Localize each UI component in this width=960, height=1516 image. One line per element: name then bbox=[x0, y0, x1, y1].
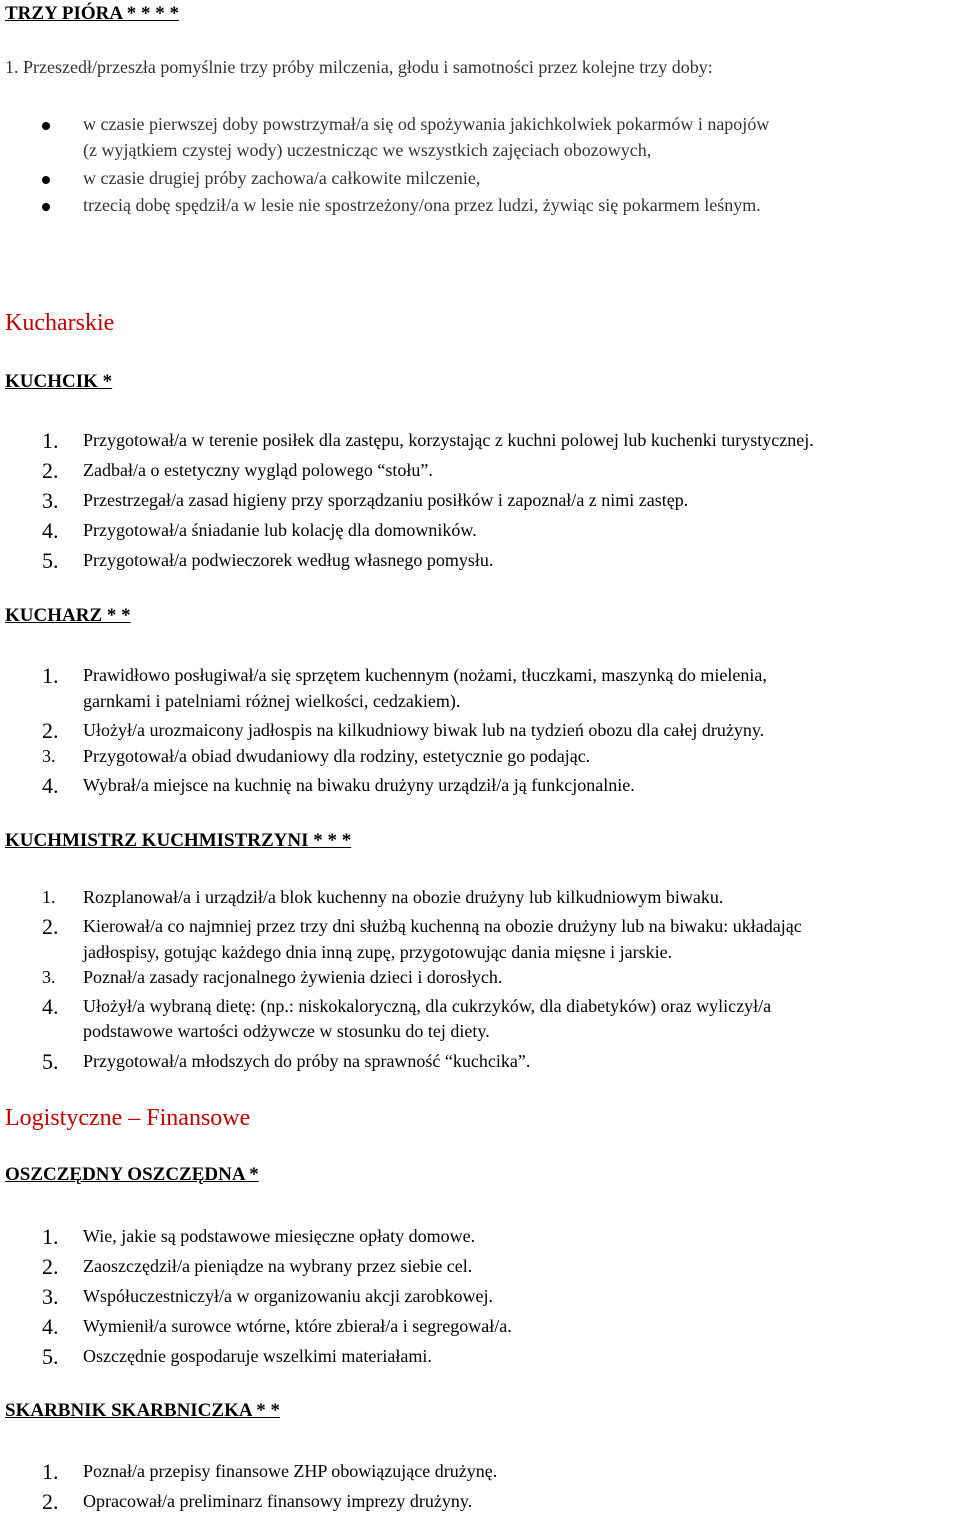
item-number: 3. bbox=[42, 1284, 59, 1309]
list-item-continuation: podstawowe wartości odżywcze w stosunku do tej diety. bbox=[83, 1021, 490, 1041]
list-item: Wybrał/a miejsce na kuchnię na biwaku drużyny urządził/a ją funkcjonalnie. bbox=[83, 775, 635, 795]
list-item: Przygotował/a śniadanie lub kolację dla domowników. bbox=[83, 520, 477, 540]
item-number: 2. bbox=[42, 718, 59, 743]
badge-title-oszczedny: OSZCZĘDNY OSZCZĘDNA * bbox=[5, 1164, 259, 1185]
item-number: 4. bbox=[42, 773, 59, 798]
bullet-item-continuation: (z wyjątkiem czystej wody) uczestnicząc we wszystkich zajęciach obozowych, bbox=[83, 140, 652, 160]
list-item: Oszczędnie gospodaruje wszelkimi materiałami. bbox=[83, 1346, 432, 1366]
item-number: 1. bbox=[42, 1224, 59, 1249]
list-item-continuation: jadłospisy, gotując każdego dnia inną zupę, przygotowując dania mięsne i jarskie. bbox=[83, 942, 673, 962]
badge-title-skarbnik: SKARBNIK SKARBNICZKA * * bbox=[5, 1400, 281, 1421]
list-item: Poznał/a przepisy finansowe ZHP obowiązujące drużynę. bbox=[83, 1461, 498, 1481]
item-number: 3. bbox=[42, 746, 56, 766]
list-item: Współuczestniczył/a w organizowaniu akcji zarobkowej. bbox=[83, 1286, 494, 1306]
list-item: Przestrzegał/a zasad higieny przy sporządzaniu posiłków i zapoznał/a z nimi zastęp. bbox=[83, 490, 689, 510]
item-number: 1. bbox=[42, 428, 59, 453]
list-item: Ułożył/a wybraną dietę: (np.: niskokaloryczną, dla cukrzyków, dla diabetyków) oraz wyliczył/a bbox=[83, 996, 772, 1016]
item-number: 1. bbox=[42, 1459, 59, 1484]
item-number: 5. bbox=[42, 1344, 59, 1369]
bullet-item: w czasie pierwszej doby powstrzymał/a się od spożywania jakichkolwiek pokarmów i napojów bbox=[83, 114, 770, 134]
list-item: Wymienił/a surowce wtórne, które zbierał/a i segregował/a. bbox=[83, 1316, 512, 1336]
bullet-item: w czasie drugiej próby zachowa/a całkowite milczenie, bbox=[83, 168, 481, 188]
list-item: Przygotował/a w terenie posiłek dla zastępu, korzystając z kuchni polowej lub kuchenki turystycznej. bbox=[83, 430, 814, 450]
item-number: 3. bbox=[42, 488, 59, 513]
item-number: 2. bbox=[42, 1254, 59, 1279]
item-number: 2. bbox=[42, 458, 59, 483]
item-number: 4. bbox=[42, 1314, 59, 1339]
item-number: 1. bbox=[42, 663, 59, 688]
badge-title-trzy-piora: TRZY PIÓRA * * * * bbox=[5, 3, 180, 24]
section-title-kucharskie: Kucharskie bbox=[5, 310, 115, 336]
section-title-logistyczne: Logistyczne – Finansowe bbox=[5, 1105, 251, 1131]
item-number: 1. bbox=[42, 887, 56, 907]
badge-title-kuchcik: KUCHCIK * bbox=[5, 371, 113, 392]
badge-title-kucharz: KUCHARZ * * bbox=[5, 605, 131, 626]
bullet-item: trzecią dobę spędził/a w lesie nie spostrzeżony/ona przez ludzi, żywiąc się pokarmem leśnym. bbox=[83, 195, 761, 215]
item-number: 2. bbox=[42, 1489, 59, 1514]
list-item: Poznał/a zasady racjonalnego żywienia dzieci i dorosłych. bbox=[83, 967, 503, 987]
list-item-continuation: garnkami i patelniami różnej wielkości, cedzakiem). bbox=[83, 691, 461, 711]
list-item: Kierował/a co najmniej przez trzy dni służbą kuchenną na obozie drużyny lub na biwaku: układając bbox=[83, 916, 802, 936]
badge-title-kuchmistrz: KUCHMISTRZ KUCHMISTRZYNI * * * bbox=[5, 830, 352, 851]
item-number: 5. bbox=[42, 1049, 59, 1074]
item-number: 3. bbox=[42, 967, 56, 987]
list-item: Opracował/a preliminarz finansowy imprezy drużyny. bbox=[83, 1491, 473, 1511]
list-item: Przygotował/a młodszych do próby na sprawność “kuchcika”. bbox=[83, 1051, 531, 1071]
list-item: Prawidłowo posługiwał/a się sprzętem kuchennym (nożami, tłuczkami, maszynką do mielenia, bbox=[83, 665, 767, 685]
list-item: Przygotował/a podwieczorek według własnego pomysłu. bbox=[83, 550, 494, 570]
list-item: Ułożył/a urozmaicony jadłospis na kilkudniowy biwak lub na tydzień obozu dla całej drużyny. bbox=[83, 720, 765, 740]
bullet-icon bbox=[42, 122, 50, 130]
list-item: Rozplanował/a i urządził/a blok kuchenny na obozie drużyny lub kilkudniowym biwaku. bbox=[83, 887, 724, 907]
bullet-icon bbox=[42, 203, 50, 211]
item-number: 5. bbox=[42, 548, 59, 573]
list-item: Zaoszczędził/a pieniądze na wybrany przez siebie cel. bbox=[83, 1256, 473, 1276]
intro-text: 1. Przeszedł/przeszła pomyślnie trzy próby milczenia, głodu i samotności przez kolejne trzy doby: bbox=[5, 57, 713, 77]
list-item: Wie, jakie są podstawowe miesięczne opłaty domowe. bbox=[83, 1226, 476, 1246]
item-number: 4. bbox=[42, 994, 59, 1019]
list-item: Przygotował/a obiad dwudaniowy dla rodziny, estetycznie go podając. bbox=[83, 746, 591, 766]
list-item: Zadbał/a o estetyczny wygląd polowego “stołu”. bbox=[83, 460, 433, 480]
bullet-icon bbox=[42, 176, 50, 184]
item-number: 2. bbox=[42, 914, 59, 939]
item-number: 4. bbox=[42, 518, 59, 543]
